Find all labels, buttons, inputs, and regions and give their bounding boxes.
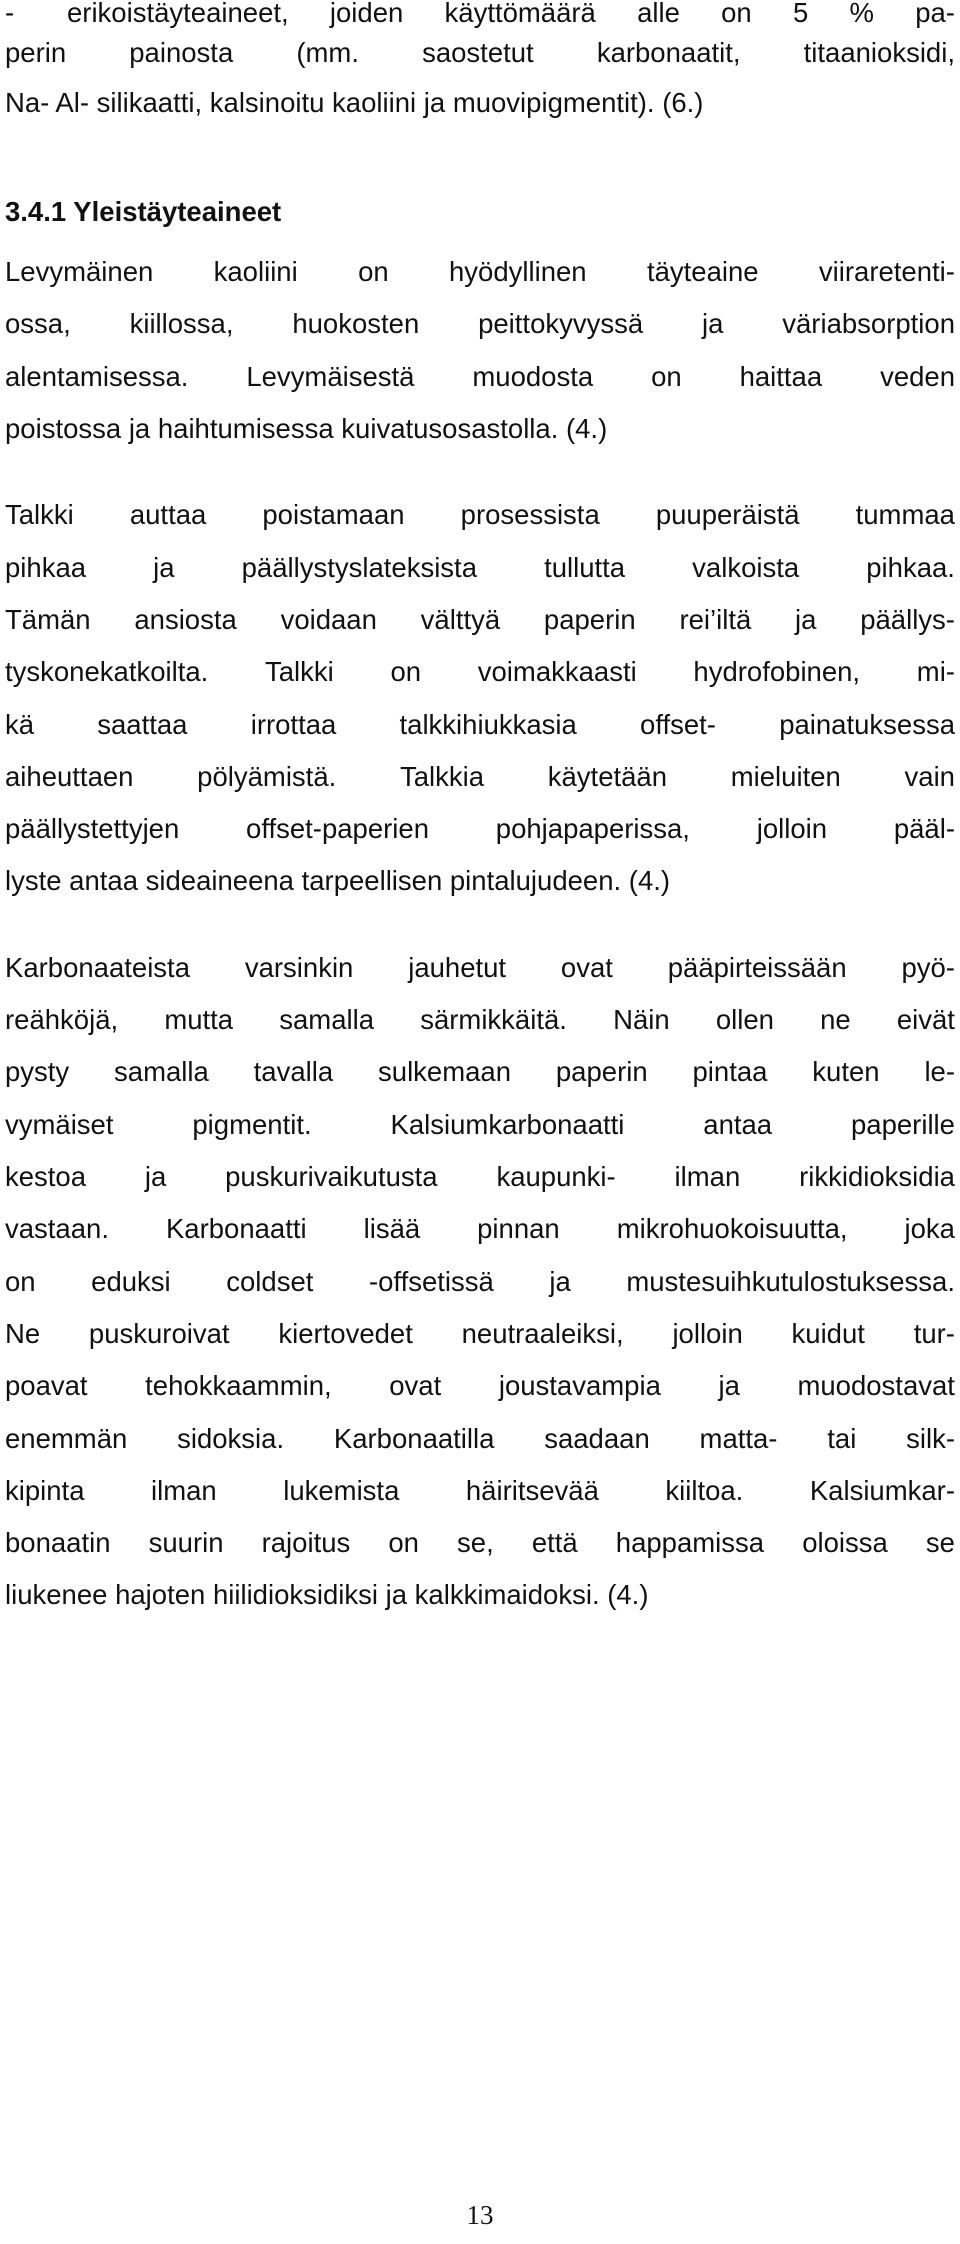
text-line: alentamisessa. Levymäisestä muodosta on haittaa veden [5,361,955,392]
text-line: Na- Al- silikaatti, kalsinoitu kaoliini ja muovipigmentit). (6.) [5,87,704,118]
text-line: erikoistäyteaineet, joiden käyttömäärä alle on 5 % pa- [67,0,955,28]
text-line: poavat tehokkaammin, ovat joustavampia ja muodostavat [5,1370,955,1401]
text-line: bonaatin suurin rajoitus on se, että happamissa oloissa se [5,1527,955,1558]
text-line: Ne puskuroivat kiertovedet neutraaleiksi, jolloin kuidut tur- [5,1318,955,1349]
text-line: kä saattaa irrottaa talkkihiukkasia offset- painatuksessa [5,709,955,740]
page-number: 13 [466,2200,494,2230]
text-line: päällystettyjen offset-paperien pohjapaperissa, jolloin pääl- [5,813,955,844]
text-line: Levymäinen kaoliini on hyödyllinen täyteaine viiraretenti- [5,256,955,287]
text-line: kipinta ilman lukemista häiritsevää kiiltoa. Kalsiumkar- [5,1475,955,1506]
text-line: vastaan. Karbonaatti lisää pinnan mikrohuokoisuutta, joka [5,1213,955,1244]
text-line: Talkki auttaa poistamaan prosessista puuperäistä tummaa [5,499,955,530]
text-line: perin painosta (mm. saostetut karbonaatit, titaanioksidi, [5,37,955,68]
text-line: enemmän sidoksia. Karbonaatilla saadaan matta- tai silk- [5,1423,955,1454]
text-line: poistossa ja haihtumisessa kuivatusosastolla. (4.) [5,413,608,444]
text-line: vymäiset pigmentit. Kalsiumkarbonaatti antaa paperille [5,1109,955,1140]
text-line: ossa, kiillossa, huokosten peittokyvyssä ja väriabsorption [5,308,955,339]
text-line: on eduksi coldset -offsetissä ja mustesuihkutulostuksessa. [5,1266,955,1297]
text-line: liukenee hajoten hiilidioksidiksi ja kalkkimaidoksi. (4.) [5,1579,649,1610]
list-bullet: - [5,0,15,28]
text-line: Tämän ansiosta voidaan välttyä paperin rei’iltä ja päällys- [5,604,955,635]
text-line: kestoa ja puskurivaikutusta kaupunki- ilman rikkidioksidia [5,1161,955,1192]
text-line: pysty samalla tavalla sulkemaan paperin pintaa kuten le- [5,1056,955,1087]
text-line: aiheuttaen pölyämistä. Talkkia käytetään mieluiten vain [5,761,955,792]
text-line: pihkaa ja päällystyslateksista tullutta valkoista pihkaa. [5,552,955,583]
section-heading: 3.4.1 Yleistäyteaineet [5,196,282,227]
text-line: tyskonekatkoilta. Talkki on voimakkaasti hydrofobinen, mi- [5,656,955,687]
text-line: lyste antaa sideaineena tarpeellisen pintalujudeen. (4.) [5,865,671,896]
text-line: reähköjä, mutta samalla särmikkäitä. Näin ollen ne eivät [5,1004,955,1035]
text-line: Karbonaateista varsinkin jauhetut ovat pääpirteissään pyö- [5,952,955,983]
